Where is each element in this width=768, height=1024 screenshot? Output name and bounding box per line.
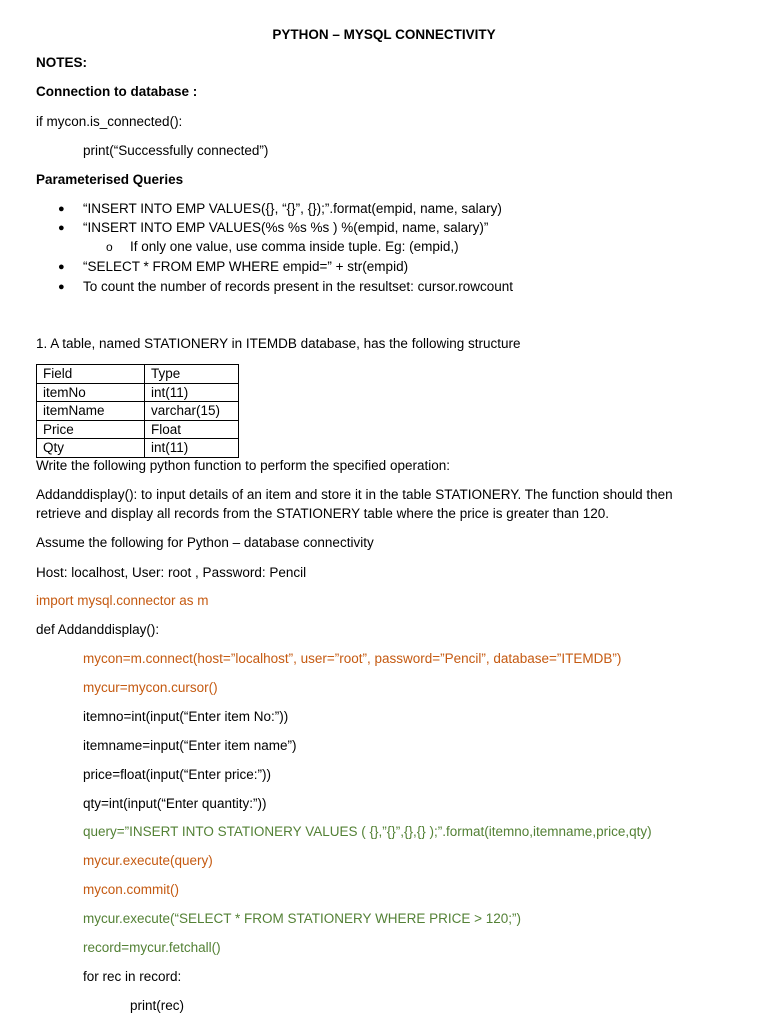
code-for: for rec in record:	[83, 969, 182, 984]
bullet-marker: ●	[58, 203, 65, 215]
table-cell: itemName	[37, 402, 145, 421]
structure-table	[36, 364, 239, 458]
page-title: PYTHON – MYSQL CONNECTIVITY	[272, 27, 496, 42]
connection-heading: Connection to database :	[36, 84, 198, 99]
param-heading: Parameterised Queries	[36, 172, 184, 187]
sub-list-item: If only one value, use comma inside tuple. Eg: (empid,)	[130, 239, 459, 254]
bullet-marker: ●	[58, 281, 65, 293]
list-item: “SELECT * FROM EMP WHERE empid=” + str(empid)	[83, 259, 409, 274]
table-cell: varchar(15)	[145, 402, 239, 421]
table-row	[37, 439, 239, 458]
code-cursor: mycur=mycon.cursor()	[83, 680, 218, 695]
code-select: mycur.execute(“SELECT * FROM STATIONERY WHERE PRICE > 120;”)	[83, 911, 521, 926]
connection-line-2: print(“Successfully connected”)	[83, 143, 269, 158]
table-row	[37, 402, 239, 421]
bullet-marker: ●	[58, 222, 65, 234]
credentials-text: Host: localhost, User: root , Password: Pencil	[36, 565, 307, 580]
list-item: To count the number of records present in the resultset: cursor.rowcount	[83, 279, 513, 294]
table-cell: Float	[145, 420, 239, 439]
table-row	[37, 420, 239, 439]
code-itemno: itemno=int(input(“Enter item No:”))	[83, 709, 289, 724]
list-item: “INSERT INTO EMP VALUES({}, “{}”, {});”.format(empid, name, salary)	[83, 201, 502, 216]
table-cell: Price	[37, 420, 145, 439]
code-import: import mysql.connector as m	[36, 593, 209, 608]
connection-line-1: if mycon.is_connected():	[36, 114, 183, 129]
code-print: print(rec)	[130, 998, 185, 1013]
bullet-marker: ●	[58, 261, 65, 273]
code-connect: mycon=m.connect(host=”localhost”, user=”root”, password=”Pencil”, database=”ITEMDB”)	[83, 651, 622, 666]
table-cell: int(11)	[145, 439, 239, 458]
list-item: “INSERT INTO EMP VALUES(%s %s %s ) %(empid, name, salary)”	[83, 220, 489, 235]
code-qty: qty=int(input(“Enter quantity:”))	[83, 796, 267, 811]
question-intro: 1. A table, named STATIONERY in ITEMDB database, has the following structure	[36, 336, 521, 351]
code-fetch: record=mycur.fetchall()	[83, 940, 221, 955]
task-line-2: retrieve and display all records from the STATIONERY table where the price is greater than 120.	[36, 506, 610, 521]
code-def: def Addanddisplay():	[36, 622, 160, 637]
code-query: query=”INSERT INTO STATIONERY VALUES ( {},”{}”,{},{} );”.format(itemno,itemname,price,qty)	[83, 824, 652, 839]
table-cell: int(11)	[145, 383, 239, 402]
sub-bullet-marker: o	[106, 240, 113, 254]
code-commit: mycon.commit()	[83, 882, 180, 897]
table-header-row	[37, 365, 239, 384]
table-cell: Qty	[37, 439, 145, 458]
assume-text: Assume the following for Python – database connectivity	[36, 535, 374, 550]
code-execute: mycur.execute(query)	[83, 853, 213, 868]
notes-heading: NOTES:	[36, 55, 88, 70]
code-price: price=float(input(“Enter price:”))	[83, 767, 271, 782]
task-line-1: Addanddisplay(): to input details of an item and store it in the table STATIONERY. The function should then	[36, 487, 673, 502]
table-row	[37, 383, 239, 402]
instruction-text: Write the following python function to perform the specified operation:	[36, 458, 450, 473]
table-header-cell: Field	[37, 365, 145, 384]
table-cell: itemNo	[37, 383, 145, 402]
table-header-cell: Type	[145, 365, 239, 384]
code-itemname: itemname=input(“Enter item name”)	[83, 738, 297, 753]
